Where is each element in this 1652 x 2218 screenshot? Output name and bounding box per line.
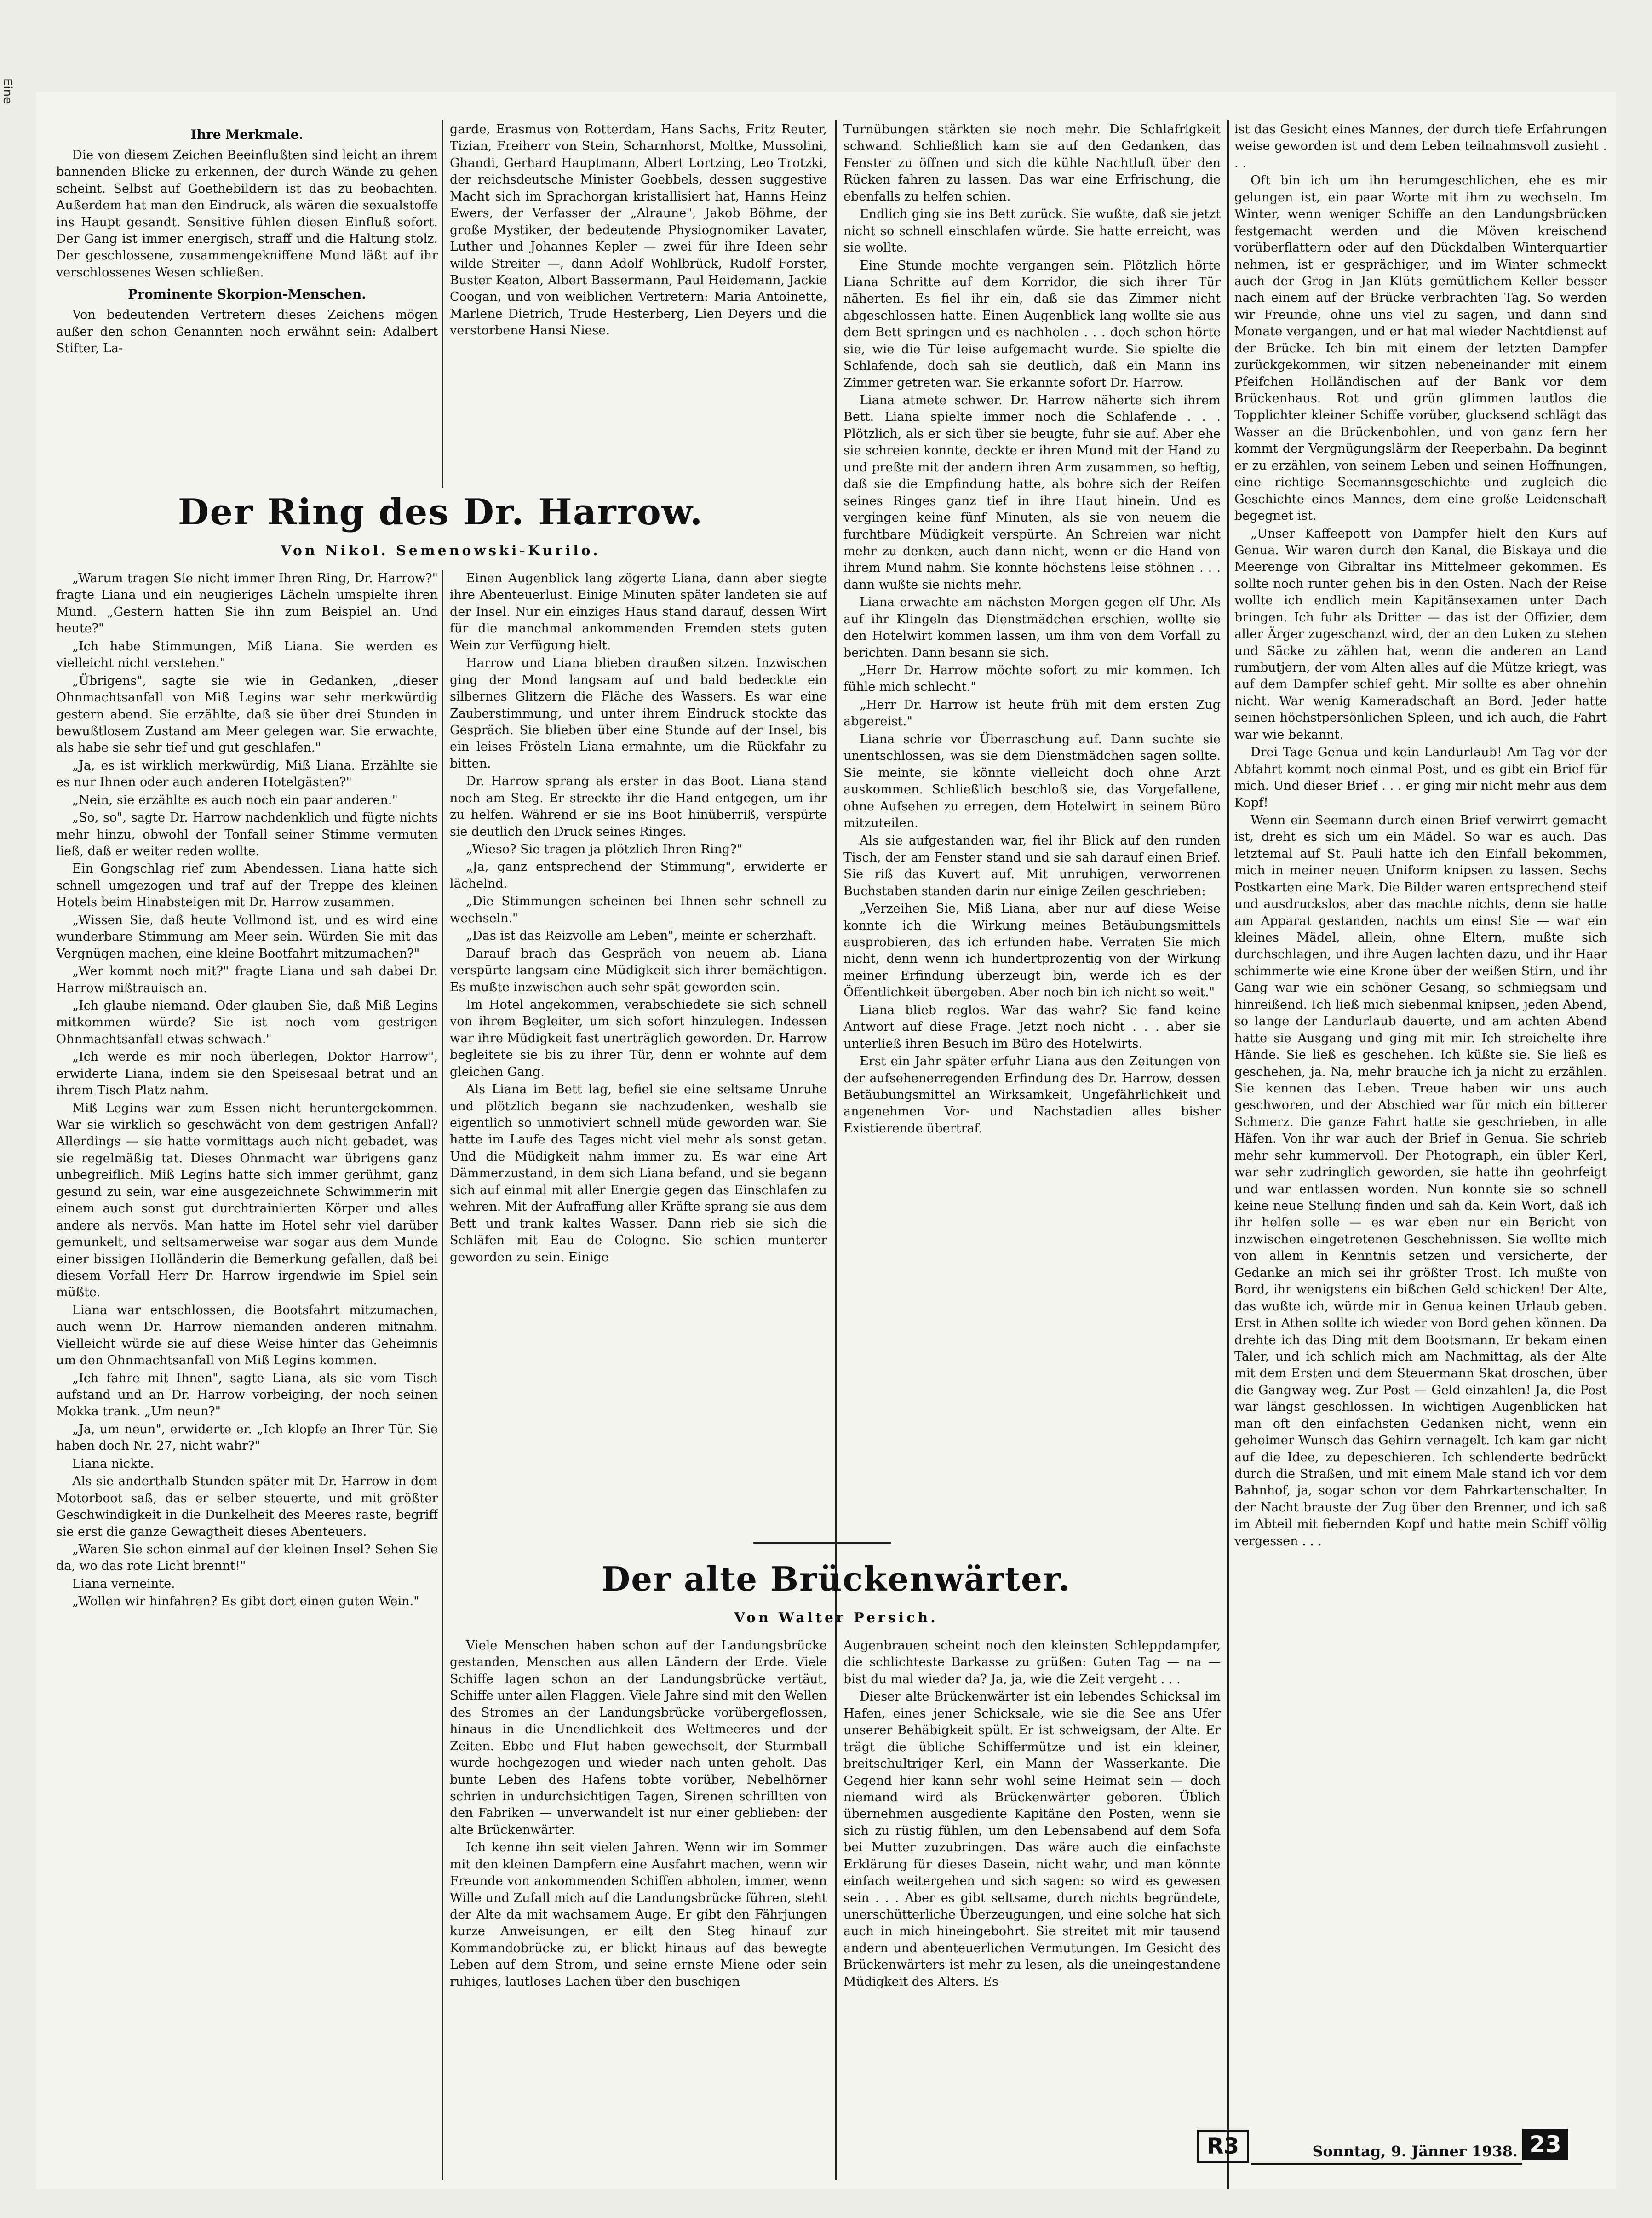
paragraph: „Ich fahre mit Ihnen", sagte Liana, als sie vom Tisch aufstand und an Dr. Harrow vorbeiging, der noch seinen Mokka trank. „Um neun?" bbox=[56, 1371, 438, 1419]
paragraph: „Nein, sie erzählte es auch noch ein paar anderen." bbox=[72, 793, 398, 807]
newspaper-page bbox=[36, 92, 1616, 2189]
paragraph: „Unser Kaffeepott von Dampfer hielt den Kurs auf Genua. Wir waren durch den Kanal, die Biskaya und die Meerenge von Gibraltar ins Mittelmeer gekommen. Es sollte noch runter gehen bis in den Osten. Nach der Reise wollte ich endlich mein Kapitänsexamen unter Dach bringen. Ich fuhr als Dritter — das ist der Offizier, dem aller Ärger zugeschanzt wird, der an den Luken zu stehen und Säcke zu zählen hat, wenn die anderen an Land rumbutjern, der vom Alten alles auf die Mütze kriegt, was auf dem Dampfer schief geht. Mir sollte es aber ohnehin nicht. War wenig Kameradschaft an Bord. Jeder hatte seinen höchstpersönlichen Spleen, und ich auch, die Fahrt war wie bekannt. bbox=[1234, 526, 1607, 742]
paragraph: „Ja, um neun", erwiderte er. „Ich klopfe an Ihrer Tür. Sie haben doch Nr. 27, nicht wahr?" bbox=[56, 1422, 438, 1454]
paragraph: garde, Erasmus von Rotterdam, Hans Sachs, Fritz Reuter, Tizian, Freiherr von Stein, Scharnhorst, Moltke, Mussolini, Ghandi, Gerhard Hauptmann, Albert Lortzing, Leo Trotzki, der reichsdeutsche Minister Goebbels, dessen suggestive Macht sich im Sprachorgan kristallisiert hat, Hanns Heinz Ewers, der Verfasser der „Alraune", Jakob Böhme, der große Mystiker, der bedeutende Physiognomiker Lavater, Luther und Johannes Kepler — zwei für ihre Ideen sehr wilde Streiter —, dann Adolf Wohlbrück, Rudolf Forster, Buster Keaton, Albert Bassermann, Paul Heidemann, Jackie Coogan, und von weiblichen Vertretern: Maria Antoinette, Marlene Dietrich, Trude Hesterberg, Lien Deyers und die verstorbene Hansi Niese. bbox=[450, 122, 827, 338]
page-number: 23 bbox=[1522, 2129, 1568, 2160]
story1-column2 bbox=[450, 570, 827, 1536]
paragraph: „Ich werde es mir noch überlegen, Doktor Harrow", erwiderte Liana, indem sie den Speisesaal betrat und an ihrem Tisch Platz nahm. bbox=[56, 1050, 438, 1098]
paragraph: Als Liana im Bett lag, befiel sie eine seltsame Unruhe und plötzlich begann sie nachzudenken, weshalb sie eigentlich so unmotiviert schnell müde geworden war. Sie hatte im Laufe des Tages nicht viel mehr als sonst getan. Und die Müdigkeit nahm immer zu. Es war eine Art Dämmerzustand, in dem sich Liana befand, und sie begann sich auf einmal mit aller Energie gegen das Einschlafen zu wehren. Mit der Aufraffung aller Kräfte sprang sie aus dem Bett und trank kaltes Wasser. Dann rieb sie sich die Schläfen mit Eau de Cologne. Sie schien munterer geworden zu sein. Einige bbox=[450, 1082, 827, 1264]
paragraph: „Die Stimmungen scheinen bei Ihnen sehr schnell zu wechseln." bbox=[450, 894, 827, 925]
paragraph: Augenbrauen scheint noch den kleinsten Schleppdampfer, die schlichteste Barkasse zu grüßen: Guten Tag — na — bist du mal wieder da? Ja, ja, wie die Zeit vergeht . . . bbox=[843, 1638, 1221, 1686]
paragraph: Als sie aufgestanden war, fiel ihr Blick auf den runden Tisch, der am Fenster stand und sie sah darauf einen Brief. Sie riß das Kuvert auf. Mit unruhigen, verworrenen Buchstaben standen darin nur einige Zeilen geschrieben: bbox=[843, 833, 1221, 898]
column-rule bbox=[442, 570, 443, 2180]
column2-top bbox=[450, 121, 827, 471]
paragraph: Liana war entschlossen, die Bootsfahrt mitzumachen, auch wenn Dr. Harrow niemanden anderen mitnahm. Vielleicht würde sie auf diese Weise hinter das Geheimnis um den Ohnmachtsanfall von Miß Legins kommen. bbox=[56, 1303, 438, 1368]
paragraph: „Wollen wir hinfahren? Es gibt dort einen guten Wein." bbox=[72, 1594, 419, 1609]
column-rule bbox=[1227, 120, 1229, 2189]
paragraph: „So, so", sagte Dr. Harrow nachdenklich und fügte nichts mehr hinzu, obwohl der Tonfall seiner Stimme vermuten ließ, daß er weiter reden wollte. bbox=[56, 810, 438, 858]
paragraph: „Ja, es ist wirklich merkwürdig, Miß Liana. Erzählte sie es nur Ihnen oder auch anderen Hotelgästen?" bbox=[56, 758, 438, 790]
paragraph: Als sie anderthalb Stunden später mit Dr. Harrow in dem Motorboot saß, das er selber steuerte, und mit größter Geschwindigkeit in die Dunkelheit des Meeres raste, begriff sie erst die ganze Gewagtheit dieses Abenteuers. bbox=[56, 1474, 438, 1539]
issue-date: Sonntag, 9. Jänner 1938. bbox=[1312, 2143, 1518, 2160]
paragraph: Erst ein Jahr später erfuhr Liana aus den Zeitungen von der aufsehenerregenden Erfindung des Dr. Harrow, dessen Betäubungsmittel an Wirksamkeit, Ungefährlichkeit und angenehmen Vor- und Nachstadien alles bisher Existierende übertraf. bbox=[843, 1054, 1221, 1136]
story1-title: Der Ring des Dr. Harrow. bbox=[178, 491, 704, 533]
paragraph: Endlich ging sie ins Bett zurück. Sie wußte, daß sie jetzt nicht so schnell einschlafen würde. Sie hatte erreicht, was sie wollte. bbox=[843, 207, 1221, 255]
story1-column3 bbox=[843, 121, 1221, 1538]
paragraph: „Ja, ganz entsprechend der Stimmung", erwiderte er lächelnd. bbox=[450, 860, 827, 891]
story1-column1 bbox=[56, 570, 438, 2180]
publication-logo: R3 bbox=[1197, 2130, 1249, 2163]
paragraph: Die von diesem Zeichen Beeinflußten sind leicht an ihrem bannenden Blicke zu erkennen, der durch Wände zu gehen scheint. Selbst auf Goethebildern ist das zu beobachten. Außerdem hat man den Eindruck, als wären die sexualstoffe ins Haupt gesandt. Sensitive fühlen diesen Einfluß sofort. Der Gang ist immer energisch, straff und die Haltung stolz. Der geschlossene, zusammengekniffene Mund läßt auf ihr verschlossenes Wesen schließen. bbox=[56, 148, 438, 280]
story2-column2 bbox=[843, 1638, 1221, 2180]
paragraph: Liana verneinte. bbox=[72, 1576, 175, 1591]
paragraph: Ich kenne ihn seit vielen Jahren. Wenn wir im Sommer mit den kleinen Dampfern eine Ausfahrt machen, wenn wir Freunde von ankommenden Schiffen abholen, immer, wenn Wille und Zufall mich auf die Landungsbrücke führen, steht der Alte da mit wachsamem Auge. Er gibt den Fährjungen kurze Anweisungen, er eilt den Steg hinauf zur Kommandobrücke zu, er blickt hinaus auf das bewegte Leben auf dem Strom, und seine ernste Miene oder sein ruhiges, lautloses Lachen über den buschigen bbox=[450, 1840, 827, 1989]
paragraph: Wenn ein Seemann durch einen Brief verwirrt gemacht ist, dreht es sich um ein Mädel. So war es auch. Das letztemal auf St. Pauli hatte ich den Einfall bekommen, mich in meiner neuen Uniform knipsen zu lassen. Sechs Postkarten eine Mark. Die Bilder waren entsprechend steif und ausdruckslos, aber das machte nichts, denn sie hatte am Apparat gestanden, nachts um eins! Sie — war ein kleines Mädel, allein, ohne Eltern, mußte sich durchschlagen, und ihre Augen lachten dazu, und ihr Haar schimmerte wie eine Krone über der weißen Stirn, und ihr Gang war wie ein schöner Gesang, so schmiegsam und hinreißend. Ich ließ mich siebenmal knipsen, jeden Abend, so lange der Landurlaub dauerte, und am achten Abend hatte sie Ausgang und ging mit mir. Ich streichelte ihre Hände. Sie ließ es geschehen. Ich küßte sie. Sie ließ es geschehen, ja. Na, mehr brauche ich ja nicht zu erzählen. Sie kennen das Leben. Treue haben wir uns auch geschworen, und der Abschied war für mich ein bitterer Schmerz. Die ganze Fahrt hatte sie geschrieben, in alle Häfen. Von ihr war auch der Brief in Genua. Sie schrieb mehr sehr kummervoll. Der Photograph, ein übler Kerl, war sehr zudringlich geworden, sie hatte ihn geohrfeigt und war entlassen worden. Nun konnte sie so schnell keine neue Stellung finden und sah da. Kein Wort, daß ich ihr helfen solle — es war eben nur ein Bericht von inzwischen eingetretenen Geschehnissen. Sie wollte mich von allem in Kenntnis setzen und versicherte, der Gedanke an mich sei ihr größter Trost. Ich mußte von Bord, ihr wenigstens ein bißchen Geld schicken! Der Alte, das wußte ich, würde mir in Genua keinen Urlaub geben. Erst in Athen sollte ich wieder von Bord gehen können. Da drehte ich das Ding mit dem Bootsmann. Er bekam einen Taler, und ich schlich mich am Nachmittag, als der Alte mit dem Ersten und dem Steuermann Skat droschen, über die Gangway weg. Zur Post — Geld einzahlen! Ja, die Post war längst geschlossen. In wichtigen Augenblicken hat man oft den einfachsten Gedanken nicht, wenn ein geheimer Wunsch das Gehirn vernagelt. Ich kam gar nicht auf die Idee, zu depeschieren. Ich schlenderte bedrückt durch die Straßen, und mit einem Male stand ich vor dem Bahnhof, ja, sogar schon vor dem Fahrkartenschalter. In der Nacht brauste der Zug über den Brenner, und ich saß im Abteil mit fiebernden Kopf und hatte mein Schiff völlig vergessen . . . bbox=[1234, 813, 1607, 1548]
paragraph: Drei Tage Genua und kein Landurlaub! Am Tag vor der Abfahrt kommt noch einmal Post, und es gibt ein Brief für mich. Und dieser Brief . . . er ging mir nicht mehr aus dem Kopf! bbox=[1234, 745, 1607, 810]
paragraph: Miß Legins war zum Essen nicht heruntergekommen. War sie wirklich so geschwächt von dem gestrigen Anfall? Allerdings — sie hatte vormittags auch nicht gebadet, was sie regelmäßig tat. Dieses Ohnmacht war übrigens ganz unbegreiflich. Miß Legins hatte sich immer gerühmt, ganz gesund zu sein, war eine ausgezeichnete Schwimmerin mit einem auch sonst gut durchtrainierten Körper und alles andere als nervös. Man hatte im Hotel sehr viel darüber gemunkelt, und seltsamerweise war sogar aus dem Munde einer bissigen Holländerin die Bemerkung gefallen, daß bei diesem Vorfall Herr Dr. Harrow irgendwie im Spiel sein müßte. bbox=[56, 1101, 438, 1300]
paragraph: Liana nickte. bbox=[72, 1456, 154, 1471]
paragraph: Turnübungen stärkten sie noch mehr. Die Schlafrigkeit schwand. Schließlich kam sie auf den Gedanken, das Fenster zu öffnen und sich die kühle Nachtluft über den Rücken fahren zu lassen. Das war eine Erfrischung, die ebenfalls zu helfen schien. bbox=[843, 122, 1221, 204]
paragraph: Liana atmete schwer. Dr. Harrow näherte sich ihrem Bett. Liana spielte immer noch die Schlafende . . . Plötzlich, als er sich über sie beugte, fuhr sie auf. Aber ehe sie schreien konnte, deckte er ihren Mund mit der Hand zu und preßte mit der andern ihren Arm zusammen, so heftig, daß sie die Empfindung hatte, als bohre sich der Reifen seines Ringes ganz tief in ihre Haut hinein. Und es vergingen keine fünf Minuten, als sie von neuem die furchtbare Müdigkeit verspürte. An Schreien war nicht mehr zu denken, auch dann nicht, wenn er die Hand von ihrem Mund nahm. Sie konnte höchstens leise stöhnen . . . dann wußte sie nichts mehr. bbox=[843, 393, 1221, 592]
paragraph: Viele Menschen haben schon auf der Landungsbrücke gestanden, Menschen aus allen Ländern der Erde. Viele Schiffe lagen schon an der Landungsbrücke vertäut, Schiffe unter allen Flaggen. Viele Jahre sind mit den Wellen des Stromes an der Landungsbrücke vorübergeflossen, hinaus in die Unendlichkeit des Weltmeeres und der Zeiten. Ebbe und Flut haben gewechselt, der Sturmball wurde hochgezogen und wieder nach unten geholt. Das bunte Leben des Hafens tobte vorüber, Nebelhörner schrien in undurchsichtigen Tagen, Sirenen schrillten von den Fabriken — unverwandelt ist nur einer geblieben: der alte Brückenwärter. bbox=[450, 1638, 827, 1837]
subheading-merkmale: Ihre Merkmale. bbox=[190, 127, 304, 142]
paragraph: „Warum tragen Sie nicht immer Ihren Ring, Dr. Harrow?" fragte Liana und ein neugieriges Lächeln umspielte ihren Mund. „Gestern hatten Sie ihn zum Beispiel an. Und heute?" bbox=[56, 571, 438, 636]
paragraph: Dieser alte Brückenwärter ist ein lebendes Schicksal im Hafen, eines jener Schicksale, wie sie die See ans Ufer unserer Behäbigkeit spült. Er ist schweigsam, der Alte. Er trägt die übliche Schiffermütze und ist ein kleiner, breitschultriger Kerl, ein Mann der Wasserkante. Die Gegend hier kann sehr wohl seine Heimat sein — doch niemand wird als Brückenwärter geboren. Üblich übernehmen ausgediente Kapitäne den Posten, wenn sie sich zu rüstig fühlen, um den Lebensabend auf dem Sofa bei Mutter zuzubringen. Das wäre auch die einfachste Erklärung für dieses Dasein, nicht wahr, und man könnte einfach weitergehen und sich sagen: so wird es gewesen sein . . . Aber es gibt seltsame, durch nichts begründete, unerschütterliche Überzeugungen, und eine solche hat sich auch in mich hineingebohrt. Sie streitet mit mir tausend andern und abenteuerlichen Vermutungen. Im Gesicht des Brückenwärters ist mehr zu lesen, als die uneingestandene Müdigkeit des Alters. Es bbox=[843, 1689, 1221, 1989]
paragraph: „Wissen Sie, daß heute Vollmond ist, und es wird eine wunderbare Stimmung am Meer sein. Würden Sie mit das Vergnügen machen, eine kleine Bootfahrt mitzumachen?" bbox=[56, 913, 438, 961]
paragraph: ist das Gesicht eines Mannes, der durch tiefe Erfahrungen weise geworden ist und dem Leben teilnahmsvoll zusieht . . . bbox=[1234, 122, 1607, 170]
paragraph: „Verzeihen Sie, Miß Liana, aber nur auf diese Weise konnte ich die Wirkung meines Betäubungsmittels ausprobieren, das ich erfunden habe. Verraten Sie mich nicht, denn wenn ich hundertprozentig von der Wirkung meiner Erfindung überzeugt bin, werde ich es der Öffentlichkeit übergeben. Aber noch bin ich nicht so weit." bbox=[843, 902, 1221, 1000]
subheading-prominente: Prominente Skorpion-Menschen. bbox=[128, 287, 366, 302]
paragraph: Von bedeutenden Vertretern dieses Zeichens mögen außer den schon Genannten noch erwähnt sein: Adalbert Stifter, La- bbox=[56, 308, 438, 356]
paragraph: „Waren Sie schon einmal auf der kleinen Insel? Sehen Sie da, wo das rote Licht brennt!" bbox=[56, 1542, 438, 1574]
paragraph: „Herr Dr. Harrow möchte sofort zu mir kommen. Ich fühle mich schlecht." bbox=[843, 663, 1221, 695]
column-rule bbox=[835, 1638, 837, 2180]
paragraph: Harrow und Liana blieben draußen sitzen. Inzwischen ging der Mond langsam auf und bald bedeckte ein silbernes Glitzern die Fläche des Wassers. Es war eine Zauberstimmung, und unter ihrem Eindruck stockte das Gespräch. Sie blieben über eine Stunde auf der Insel, bis ein leises Frösteln Liana ermahnte, um die Rückfahr zu bitten. bbox=[450, 656, 827, 771]
column1-top bbox=[56, 121, 438, 471]
edge-text: Eine bbox=[0, 78, 14, 104]
paragraph: „Herr Dr. Harrow ist heute früh mit dem ersten Zug abgereist." bbox=[843, 697, 1221, 729]
paragraph: Darauf brach das Gespräch von neuem ab. Liana verspürte langsam eine Müdigkeit sich ihrer bemächtigen. Es mußte inzwischen auch sehr spät geworden sein. bbox=[450, 946, 827, 994]
story2-byline: Von Walter Persich. bbox=[734, 1610, 938, 1626]
column4 bbox=[1234, 121, 1607, 2132]
paragraph: Eine Stunde mochte vergangen sein. Plötzlich hörte Liana Schritte auf dem Korridor, die sich ihrer Tür näherten. Es fiel ihr ein, daß sie das Zimmer nicht abgeschlossen hatte. Einen Augenblick lang wollte sie aus dem Bett springen und es nachholen . . . doch schon hörte sie, wie die Tür leise aufgemacht wurde. Sie spielte die Schlafende, doch sah sie deutlich, daß ein Mann ins Zimmer getreten war. Sie erkannte sofort Dr. Harrow. bbox=[843, 258, 1221, 390]
paragraph: Ein Gongschlag rief zum Abendessen. Liana hatte sich schnell umgezogen und traf auf der Treppe des kleinen Hotels beim Hinabsteigen mit Dr. Harrow zusammen. bbox=[56, 862, 438, 910]
paragraph: Liana blieb reglos. War das wahr? Sie fand keine Antwort auf diese Frage. Jetzt noch nicht . . . aber sie unterließ ihren Besuch im Büro des Hotelwirts. bbox=[843, 1003, 1221, 1051]
story-separator bbox=[753, 1542, 891, 1544]
paragraph: „Ich habe Stimmungen, Miß Liana. Sie werden es vielleicht nicht verstehen." bbox=[56, 639, 438, 671]
story2-title: Der alte Brückenwärter. bbox=[601, 1559, 1071, 1598]
story1-byline: Von Nikol. Semenowski-Kurilo. bbox=[281, 543, 601, 559]
paragraph: „Übrigens", sagte sie wie in Gedanken, „dieser Ohnmachtsanfall von Miß Legins war sehr merkwürdig gestern abend. Sie erzählte, daß sie über drei Stunden in bewußtlosem Zustand am Meer gelegen war. Sie erwachte, als habe sie sehr tief und gut geschlafen." bbox=[56, 673, 438, 755]
paragraph: Im Hotel angekommen, verabschiedete sie sich schnell von ihrem Begleiter, um sich sofort hinzulegen. Indessen war ihre Müdigkeit fast unerträglich geworden. Dr. Harrow begleitete sie bis zu ihrer Tür, denn er wohnte auf dem gleichen Gang. bbox=[450, 997, 827, 1079]
footer-rule bbox=[1251, 2163, 1522, 2165]
paragraph: „Wieso? Sie tragen ja plötzlich Ihren Ring?" bbox=[466, 842, 743, 856]
paragraph: Dr. Harrow sprang als erster in das Boot. Liana stand noch am Steg. Er streckte ihr die Hand entgegen, um ihr zu helfen. Während er sie ins Boot hinüberriß, verspürte sie deutlich den Druck seines Ringes. bbox=[450, 774, 827, 839]
paragraph: Liana erwachte am nächsten Morgen gegen elf Uhr. Als auf ihr Klingeln das Dienstmädchen erschien, wollte sie den Hotelwirt kommen lassen, um ihm von dem Vorfall zu berichten. Dann besann sie sich. bbox=[843, 595, 1221, 660]
paragraph: Liana schrie vor Überraschung auf. Dann suchte sie unentschlossen, was sie dem Dienstmädchen sagen sollte. Sie meinte, sie könnte vielleicht doch ohne Arzt auskommen. Schließlich beschloß sie, das Vorgefallene, ohne Aufsehen zu erregen, dem Hotelwirt in seinem Büro mitzuteilen. bbox=[843, 732, 1221, 830]
paragraph: Einen Augenblick lang zögerte Liana, dann aber siegte ihre Abenteuerlust. Einige Minuten später landeten sie auf der Insel. Nur ein einziges Haus stand darauf, dessen Wirt für die manchmal ankommenden Fremden stets guten Wein zur Verfügung hielt. bbox=[450, 571, 827, 653]
paragraph: Oft bin ich um ihn herumgeschlichen, ehe es mir gelungen ist, ein paar Worte mit ihm zu wechseln. Im Winter, wenn weniger Schiffe an den Landungsbrücken festgemacht werden und die Möven kreischend vorüberflattern oder auf den Dückdalben Winterquartier nehmen, ist er gesprächiger, und im Winter schmeckt auch der Grog in Jan Klüts gemütlichem Keller besser nach einem auf der Brücke verbrachten Tag. So werden wir Freunde, ohne uns viel zu sagen, und dann sind Monate vergangen, und er hat mal wieder Nachtdienst auf der Brücke. Ich bin mit einem der letzten Dampfer zurückgekommen, wir sitzen nebeneinander mit einem Pfeifchen Holländischen auf der Bank vor dem Brückenhaus. Rot und grün glimmen lautlos die Topplichter kleiner Schiffe vorüber, glucksend schlägt das Wasser an die Brückenbohlen, und von ganz fern her kommt der Vergnügungslärm der Reeperbahn. Da beginnt er zu erzählen, von seinem Leben und seinen Hoffnungen, eine richtige Seemannsgeschichte und zugleich die Geschichte eines Mannes, dem eine große Leidenschaft begegnet ist. bbox=[1234, 173, 1607, 523]
column-rule bbox=[442, 120, 443, 488]
story2-column1 bbox=[450, 1638, 827, 2180]
paragraph: „Das ist das Reizvolle am Leben", meinte er scherzhaft. bbox=[466, 929, 816, 943]
paragraph: „Wer kommt noch mit?" fragte Liana und sah dabei Dr. Harrow mißtrauisch an. bbox=[56, 964, 438, 995]
paragraph: „Ich glaube niemand. Oder glauben Sie, daß Miß Legins mitkommen würde? Sie ist noch vom gestrigen Ohnmachtsanfall etwas schwach." bbox=[56, 998, 438, 1046]
